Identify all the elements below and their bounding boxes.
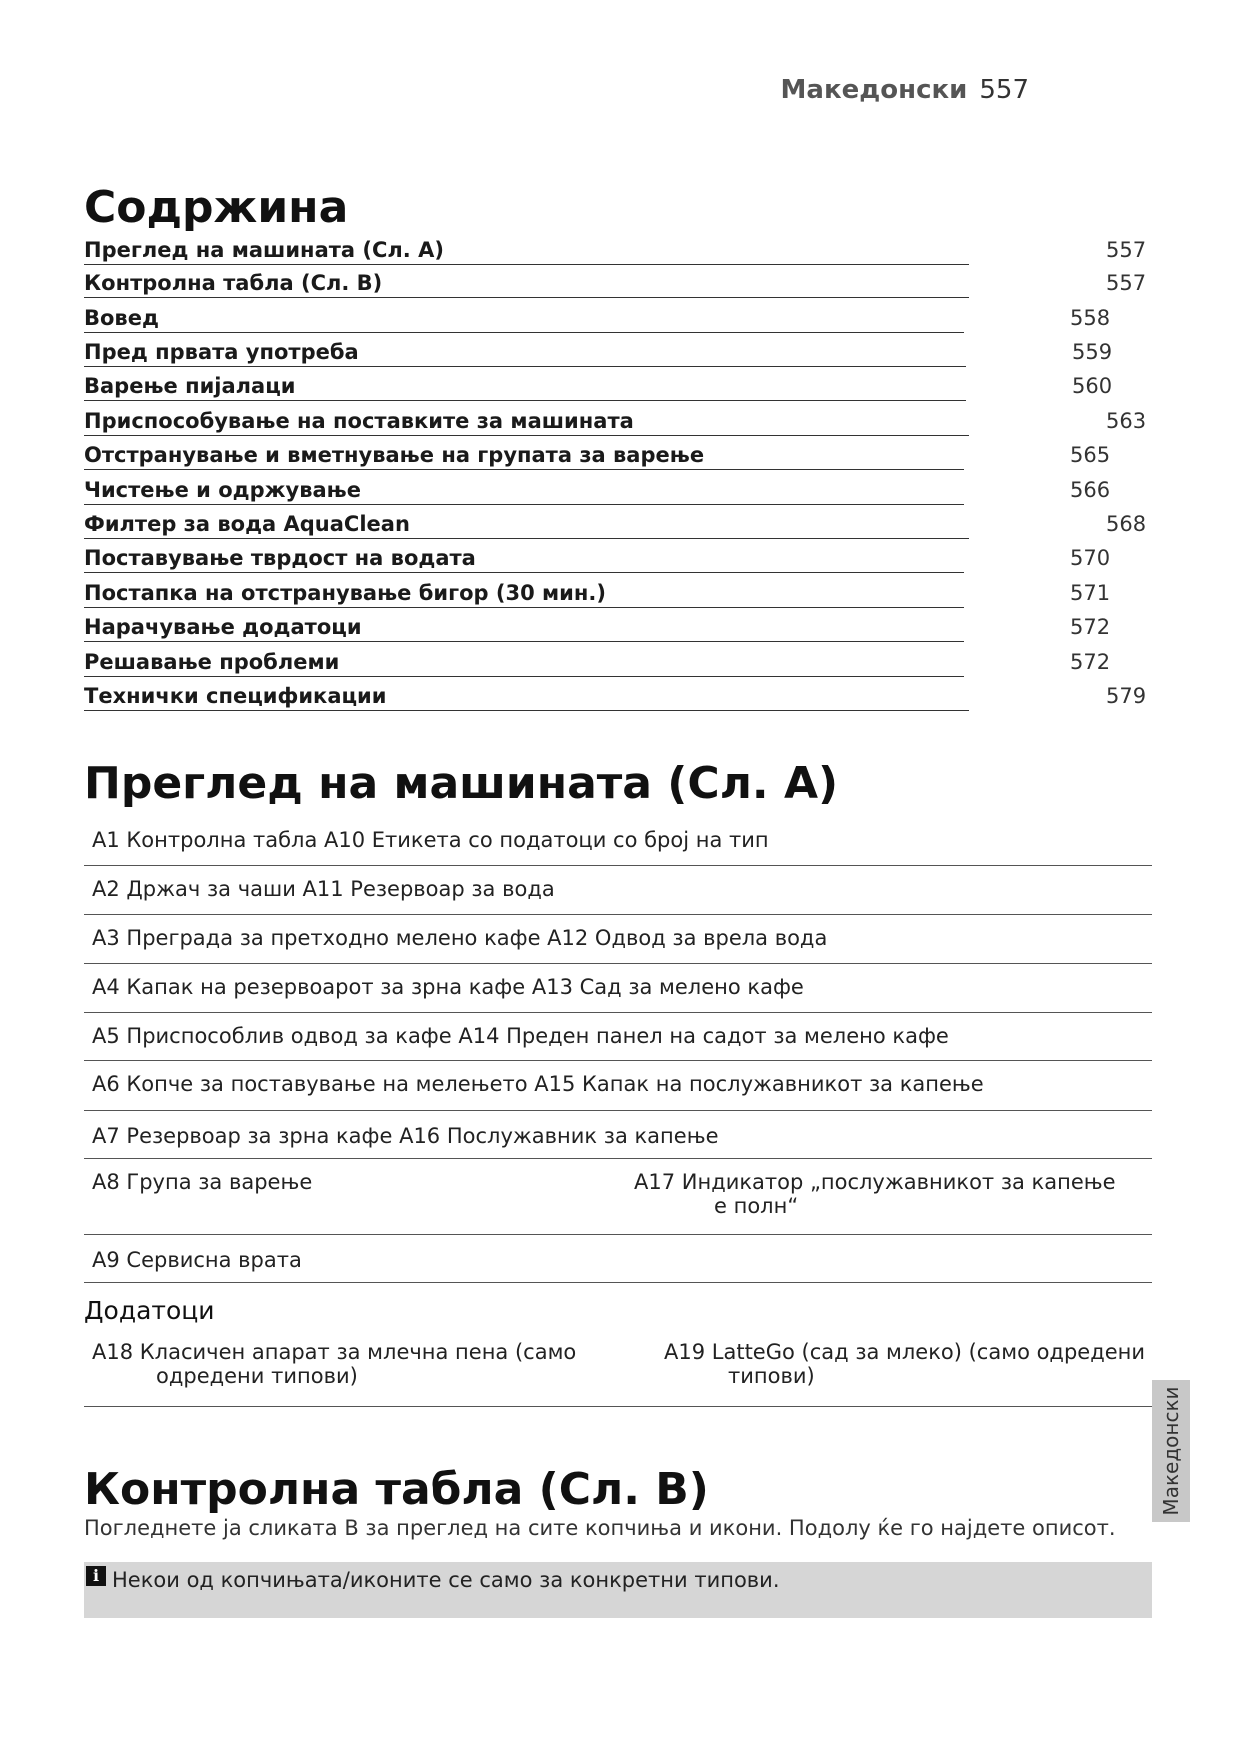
parts-row-text: A4 Капак на резервоарот за зрна кафе A13 Сад за мелено кафе xyxy=(92,975,804,999)
parts-row-text: A2 Држач за чаши A11 Резервоар за вода xyxy=(92,877,555,901)
toc-entry-page: 558 xyxy=(1070,306,1111,330)
parts-row xyxy=(84,965,1152,1013)
toc-entry-page: 563 xyxy=(1106,409,1147,433)
toc-entry-page: 572 xyxy=(1070,615,1111,639)
parts-row xyxy=(84,1112,1152,1159)
toc-entry-page: 560 xyxy=(1072,374,1113,398)
toc-entry-page: 572 xyxy=(1070,650,1111,674)
parts-row-text: A3 Преграда за претходно мелено кафе A12 Одвод за врела вода xyxy=(92,926,828,950)
toc-leader xyxy=(84,264,969,265)
parts-row xyxy=(84,1062,1152,1111)
toc-entry-page: 571 xyxy=(1070,581,1111,605)
toc-entry-page: 566 xyxy=(1070,478,1111,502)
toc-entry-label: Поставување тврдост на водата xyxy=(84,546,482,570)
info-note xyxy=(84,1562,1152,1618)
toc-entry[interactable] xyxy=(84,306,1154,338)
toc-entry-page: 570 xyxy=(1070,546,1111,570)
toc-entry-page: 568 xyxy=(1106,512,1147,536)
parts-row-right-line1: A17 Индикатор „послужавникот за капење xyxy=(634,1170,1116,1194)
control-panel-title: Контролна табла (Сл. B) xyxy=(84,1464,709,1515)
toc-leader xyxy=(84,504,964,505)
toc-leader xyxy=(84,435,969,436)
toc-entry-label: Технички спецификации xyxy=(84,684,392,708)
toc-title: Содржина xyxy=(84,182,349,233)
accessory-a19 xyxy=(664,1340,1145,1388)
toc-leader xyxy=(84,297,969,298)
toc-entry[interactable] xyxy=(84,443,1154,475)
toc-entry[interactable] xyxy=(84,271,1154,303)
info-icon: i xyxy=(86,1566,106,1586)
parts-row-text: A9 Сервисна врата xyxy=(92,1248,302,1272)
accessory-a19-line1: A19 LatteGo (сад за млеко) (само одредени xyxy=(664,1340,1146,1364)
parts-row xyxy=(84,1160,1152,1235)
parts-row-text: A7 Резервоар за зрна кафе A16 Послужавник за капење xyxy=(92,1124,719,1148)
parts-row xyxy=(84,867,1152,915)
toc-leader xyxy=(84,538,969,539)
toc-entry[interactable] xyxy=(84,374,1154,406)
toc-entry[interactable] xyxy=(84,650,1154,682)
toc-entry-label: Нарачување додатоци xyxy=(84,615,368,639)
toc-entry[interactable] xyxy=(84,615,1154,647)
toc-leader xyxy=(84,676,964,677)
accessory-a18-line2: одредени типови) xyxy=(156,1364,358,1388)
toc-leader xyxy=(84,641,964,642)
toc-entry[interactable] xyxy=(84,409,1154,441)
accessories-title: Додатоци xyxy=(84,1296,215,1325)
info-note-text: Некои од копчињата/иконите се само за конкретни типови. xyxy=(112,1568,780,1592)
parts-row-right-line2: е полн“ xyxy=(714,1194,799,1218)
toc-entry-page: 579 xyxy=(1106,684,1147,708)
toc-entry[interactable] xyxy=(84,581,1154,613)
accessories-row xyxy=(84,1340,1152,1407)
toc-leader xyxy=(84,710,969,711)
parts-row xyxy=(84,1014,1152,1061)
overview-title: Преглед на машината (Сл. A) xyxy=(84,758,839,809)
toc-leader xyxy=(84,572,964,573)
toc-entry[interactable] xyxy=(84,340,1154,372)
parts-row-text-right xyxy=(634,1170,1116,1218)
parts-row-text: A1 Контролна табла A10 Етикета со податоци со број на тип xyxy=(92,828,769,852)
toc-entry-label: Филтер за вода AquaClean xyxy=(84,512,420,536)
parts-row xyxy=(84,916,1152,964)
header-page-number: 557 xyxy=(979,75,1029,105)
language-side-tab xyxy=(1152,1380,1190,1522)
toc-entry-page: 565 xyxy=(1070,443,1111,467)
toc-entry-label: Контролна табла (Сл. B) xyxy=(84,271,388,295)
toc-entry[interactable] xyxy=(84,546,1154,578)
accessory-a19-line2: типови) xyxy=(728,1364,815,1388)
toc-leader xyxy=(84,366,966,367)
toc-entry[interactable] xyxy=(84,684,1154,716)
control-panel-description: Погледнете ја сликата B за преглед на сите копчиња и икони. Подолу ќе го најдете описот. xyxy=(84,1516,1116,1540)
toc-entry-label: Чистење и одржување xyxy=(84,478,367,502)
toc-entry-label: Варење пијалаци xyxy=(84,374,296,398)
parts-row-text: A5 Приспособлив одвод за кафе A14 Преден панел на садот за мелено кафе xyxy=(92,1024,949,1048)
toc-leader xyxy=(84,400,966,401)
parts-row-text: A6 Копче за поставување на мелењето A15 Капак на послужавникот за капење xyxy=(92,1072,984,1096)
page-header xyxy=(781,75,1029,105)
parts-row xyxy=(84,818,1152,866)
toc-entry-label: Решавање проблеми xyxy=(84,650,340,674)
toc-entry-label: Приспособување на поставките за машината xyxy=(84,409,640,433)
header-language: Македонски xyxy=(780,75,968,105)
accessory-a18 xyxy=(92,1340,576,1388)
toc-entry-page: 557 xyxy=(1106,238,1147,262)
toc-entry-label: Преглед на машината (Сл. A) xyxy=(84,238,450,262)
toc-entry-page: 559 xyxy=(1072,340,1113,364)
accessory-a18-line1: A18 Класичен апарат за млечна пена (само xyxy=(92,1340,577,1364)
toc-entry-label: Постапка на отстранување бигор (30 мин.) xyxy=(84,581,612,605)
toc-entry-page: 557 xyxy=(1106,271,1147,295)
toc-entry-label: Пред првата употреба xyxy=(84,340,359,364)
toc-entry[interactable] xyxy=(84,512,1154,544)
toc-entry-label: Вовед xyxy=(84,306,173,330)
parts-row xyxy=(84,1236,1152,1283)
toc-leader xyxy=(84,607,964,608)
parts-row-text-left: A8 Група за варење xyxy=(92,1170,313,1194)
toc-leader xyxy=(84,332,964,333)
toc-leader xyxy=(84,469,964,470)
side-tab-label: Македонски xyxy=(1159,1386,1183,1516)
toc-entry[interactable] xyxy=(84,478,1154,510)
toc-entry[interactable] xyxy=(84,238,1154,270)
toc-entry-label: Отстранување и вметнување на групата за варење xyxy=(84,443,710,467)
